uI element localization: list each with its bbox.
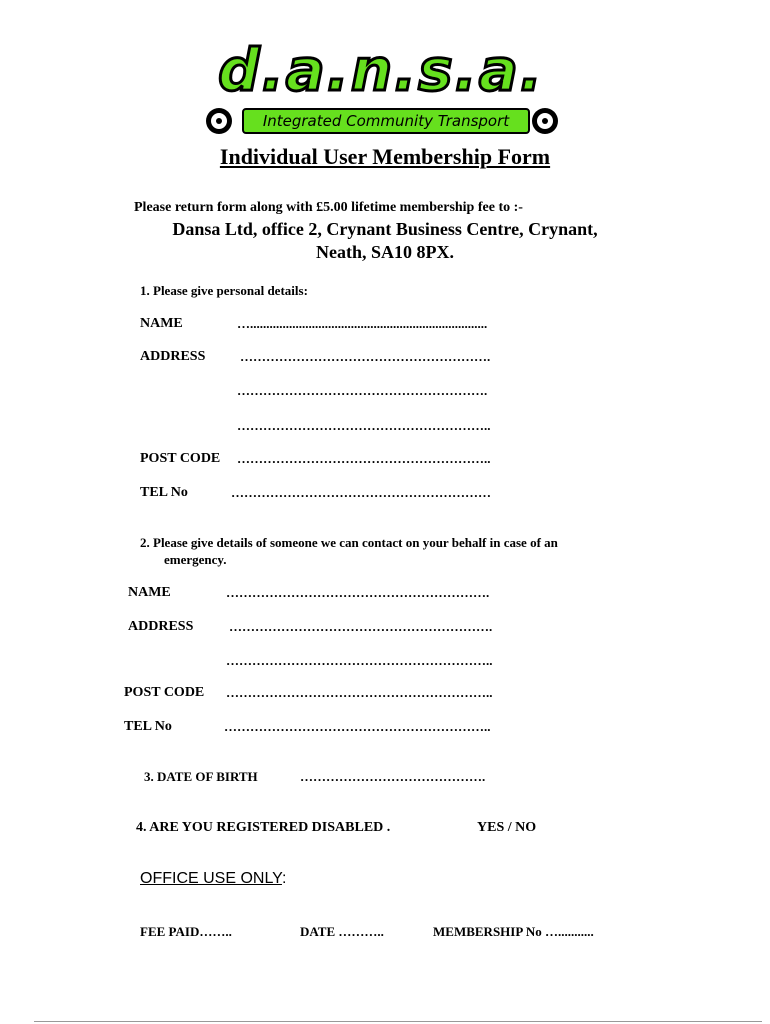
postcode-label: POST CODE (140, 451, 221, 466)
dob-label: 3. DATE OF BIRTH (144, 769, 258, 784)
dansa-logo (186, 36, 578, 136)
contact-name-label: NAME (128, 585, 171, 600)
tel-label: TEL No (140, 485, 188, 500)
office-use-colon: : (281, 870, 287, 887)
return-address-line2: Neath, SA10 8PX. (316, 242, 454, 262)
disabled-question: 4. ARE YOU REGISTERED DISABLED . (136, 820, 391, 835)
contact-address-field-line1[interactable]: ……………………………………………………. (229, 619, 493, 634)
contact-postcode-label: POST CODE (124, 685, 205, 700)
return-address-line1: Dansa Ltd, office 2, Crynant Business Centre, Crynant, (172, 219, 598, 239)
wheel-icon (206, 108, 232, 134)
logo-tagline: Integrated Community Transport (242, 108, 530, 134)
section2-heading-line2: emergency. (164, 552, 227, 567)
section2-heading-line1: 2. Please give details of someone we can contact on your behalf in case of an (140, 535, 558, 550)
name-label: NAME (140, 316, 183, 331)
page-bottom-rule (34, 1021, 762, 1022)
postcode-field[interactable]: ………………………………………………….. (237, 451, 491, 466)
office-use-heading-text: OFFICE USE ONLY (140, 870, 282, 887)
wheel-icon (532, 108, 558, 134)
address-field-line2[interactable]: …………………………………………………. (237, 383, 488, 398)
fee-paid-field[interactable]: FEE PAID…….. (140, 924, 232, 939)
tel-field[interactable]: …………………………………………………… (231, 485, 491, 500)
address-label: ADDRESS (140, 349, 206, 364)
address-field-line3[interactable]: ………………………………………………….. (237, 418, 491, 433)
contact-name-field[interactable]: ……………………………………………………. (226, 585, 490, 600)
dob-field[interactable]: ……………………………………. (300, 769, 486, 784)
office-date-field[interactable]: DATE ……….. (300, 924, 384, 939)
contact-address-field-line2[interactable]: …………………………………………………….. (226, 653, 493, 668)
return-instruction: Please return form along with £5.00 lifetime membership fee to :- (134, 200, 523, 215)
logo-wordmark: d.a.n.s.a. (218, 36, 544, 104)
contact-address-label: ADDRESS (128, 619, 194, 634)
address-field-line1[interactable]: …………………………………………………. (240, 349, 491, 364)
disabled-yes-no[interactable]: YES / NO (477, 820, 537, 835)
contact-tel-field[interactable]: …………………………………………………….. (224, 719, 491, 734)
section1-heading: 1. Please give personal details: (140, 283, 308, 298)
contact-tel-label: TEL No (124, 719, 172, 734)
name-field[interactable]: …......................................................................... (237, 316, 488, 331)
membership-no-field[interactable]: MEMBERSHIP No …........... (433, 924, 594, 939)
office-use-heading (140, 870, 286, 888)
contact-postcode-field[interactable]: …………………………………………………….. (226, 685, 493, 700)
form-title: Individual User Membership Form (219, 144, 551, 169)
